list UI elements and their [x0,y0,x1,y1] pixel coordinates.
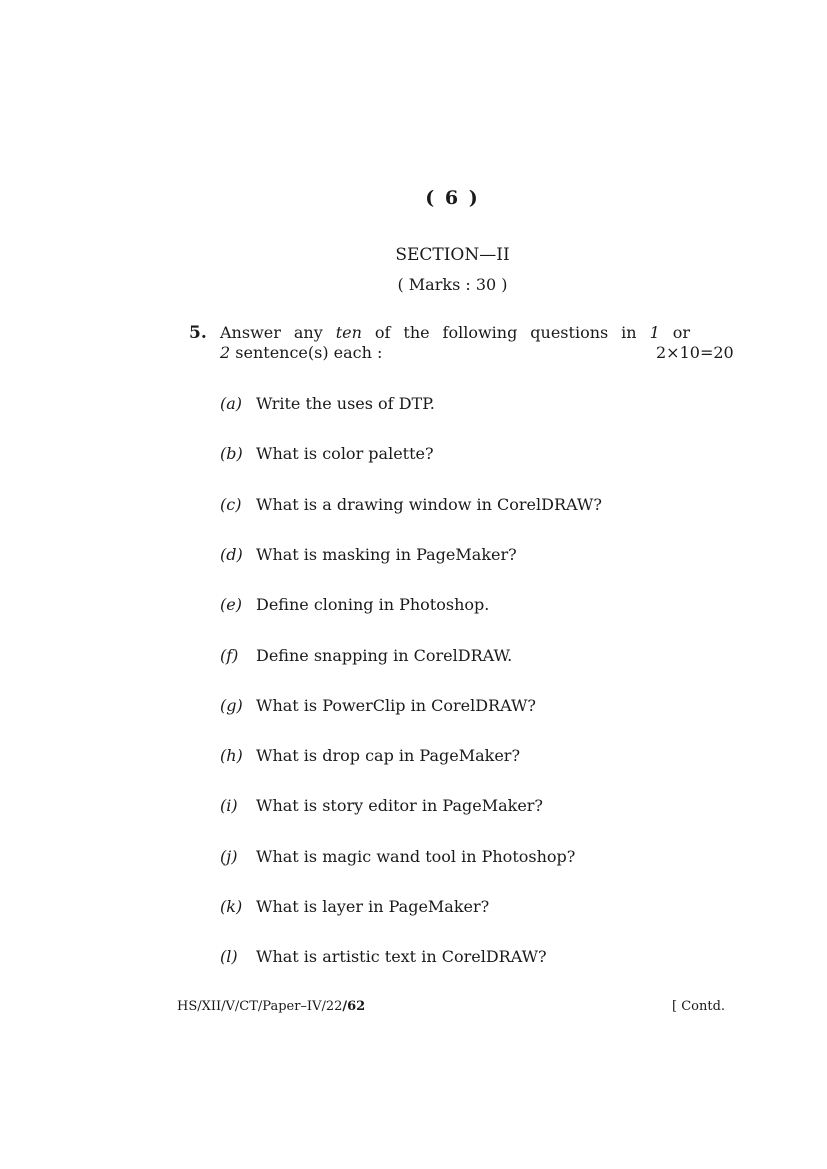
sub-question-text: Define cloning in Photoshop. [256,595,490,614]
sub-question [220,847,575,866]
sub-question-text: What is PowerClip in CorelDRAW? [256,696,537,715]
question-marks: 2×10=20 [656,343,734,362]
sub-question-label: (a) [220,394,243,413]
question-number: 5. [189,323,207,343]
sub-question-label: (g) [220,696,243,715]
sub-question-label: (e) [220,595,242,614]
sub-question [220,746,520,765]
sub-question [220,646,512,665]
sub-question-label: (i) [220,796,238,815]
contd-note: [ Contd. [672,999,726,1014]
sub-question [220,897,489,916]
sub-question-text: What is masking in PageMaker? [256,545,517,564]
sub-question-label: (b) [220,444,243,463]
sub-question-text: What is a drawing window in CorelDRAW? [256,495,602,514]
sub-question [220,595,489,614]
sub-question-text: Define snapping in CorelDRAW. [256,646,513,665]
sub-question-text: What is drop cap in PageMaker? [256,746,521,765]
sub-question-text: What is artistic text in CorelDRAW? [256,947,547,966]
sub-question-label: (j) [220,847,238,866]
sub-question [220,545,517,564]
sub-question-label: (k) [220,897,243,916]
sub-question-text: What is layer in PageMaker? [256,897,490,916]
sub-question-label: (d) [220,545,243,564]
sub-question-text: What is magic wand tool in Photoshop? [256,847,576,866]
question-text-line1: Answer any ten of the following questions in 1 or [220,323,691,342]
sub-question [220,394,435,413]
sub-question [220,796,543,815]
sub-question-label: (f) [220,646,239,665]
page-number: ( 6 ) [425,187,480,209]
sub-question-text: What is story editor in PageMaker? [256,796,544,815]
sub-question [220,947,547,966]
section-marks: ( Marks : 30 ) [397,275,508,294]
sub-question [220,696,536,715]
sub-question-label: (l) [220,947,238,966]
sub-question-text: Write the uses of DTP. [256,394,435,413]
sub-question [220,495,602,514]
sub-question-text: What is color palette? [256,444,434,463]
sub-question-label: (c) [220,495,242,514]
sub-question-label: (h) [220,746,243,765]
question-text-line2: 2 sentence(s) each : [220,343,383,362]
paper-code: HS/XII/V/CT/Paper–IV/22/62 [177,999,366,1014]
sub-question [220,444,434,463]
section-title: SECTION—II [395,245,510,265]
